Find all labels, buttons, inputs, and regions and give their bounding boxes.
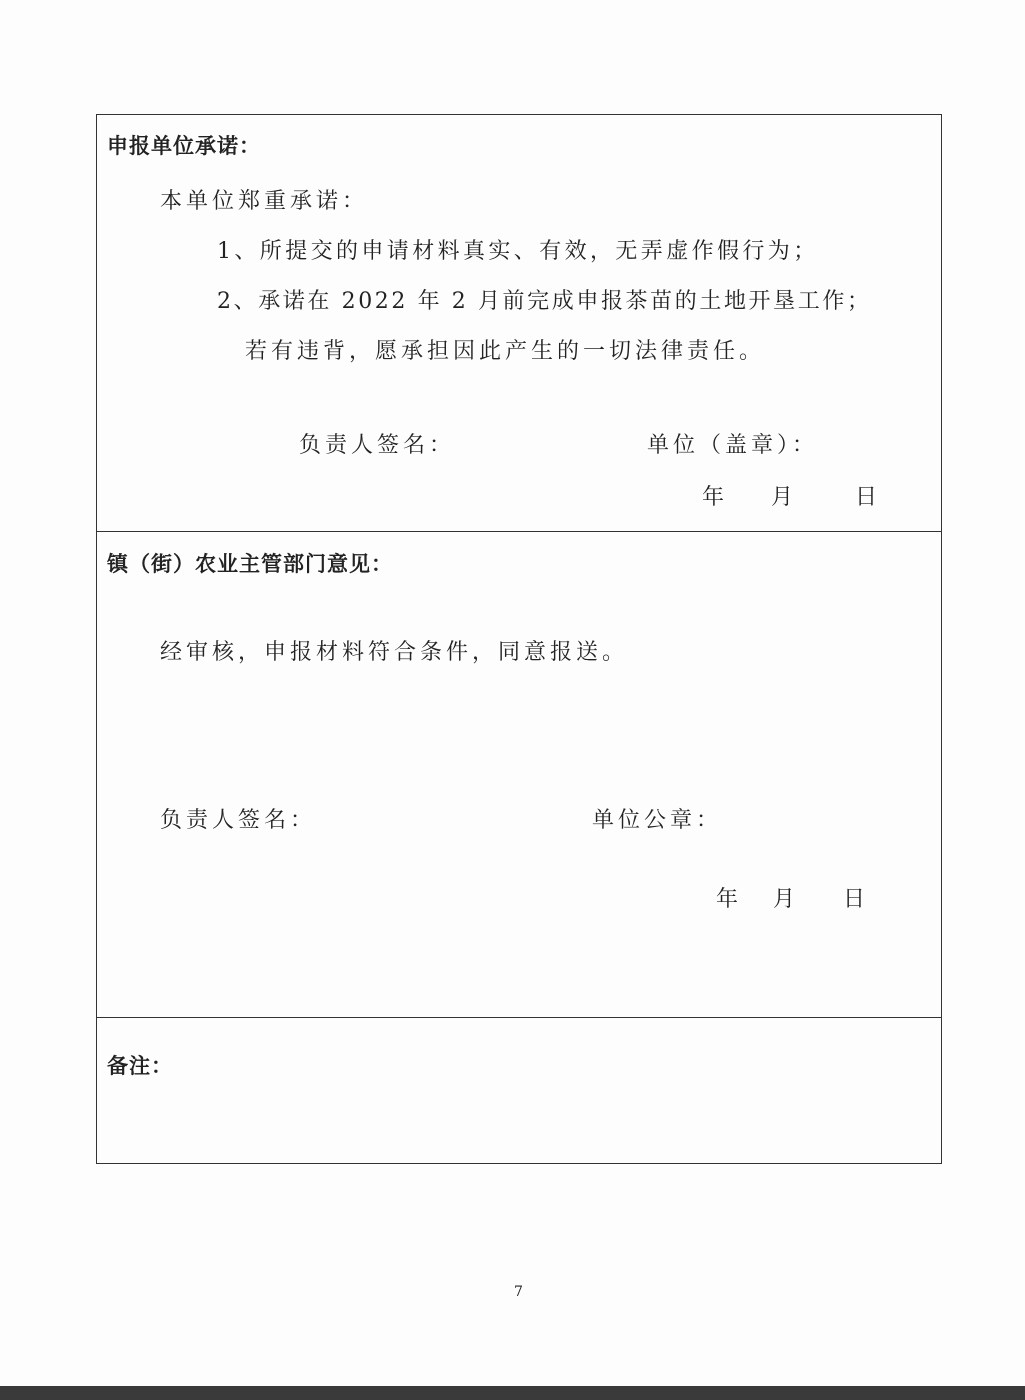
department-date-month: 月 xyxy=(773,887,796,912)
commitment-item-2: 2、承诺在 2022 年 2 月前完成申报茶苗的土地开垦工作； xyxy=(217,289,872,314)
applicant-date-year: 年 xyxy=(702,485,725,510)
department-opinion-heading: 镇（街）农业主管部门意见： xyxy=(107,552,393,576)
section-divider xyxy=(96,1017,942,1018)
department-seal-label: 单位公章： xyxy=(592,808,723,833)
commitment-intro: 本单位郑重承诺： xyxy=(160,189,369,214)
page-number: 7 xyxy=(514,1284,523,1300)
commitment-heading: 申报单位承诺： xyxy=(107,134,261,158)
department-signature-label: 负责人签名： xyxy=(160,808,317,833)
applicant-date-day: 日 xyxy=(855,485,878,510)
department-opinion-text: 经审核，申报材料符合条件，同意报送。 xyxy=(160,640,629,665)
remarks-heading: 备注： xyxy=(107,1054,173,1078)
commitment-item-1: 1、所提交的申请材料真实、有效，无弄虚作假行为； xyxy=(217,239,819,264)
scan-edge xyxy=(0,1386,1025,1400)
section-divider xyxy=(96,531,942,532)
commitment-closing: 若有违背，愿承担因此产生的一切法律责任。 xyxy=(245,339,766,364)
department-date-year: 年 xyxy=(716,887,739,912)
applicant-date-month: 月 xyxy=(771,485,794,510)
applicant-signature-label: 负责人签名： xyxy=(299,433,456,458)
applicant-seal-label: 单位（盖章）： xyxy=(647,433,819,458)
department-date-day: 日 xyxy=(843,887,866,912)
